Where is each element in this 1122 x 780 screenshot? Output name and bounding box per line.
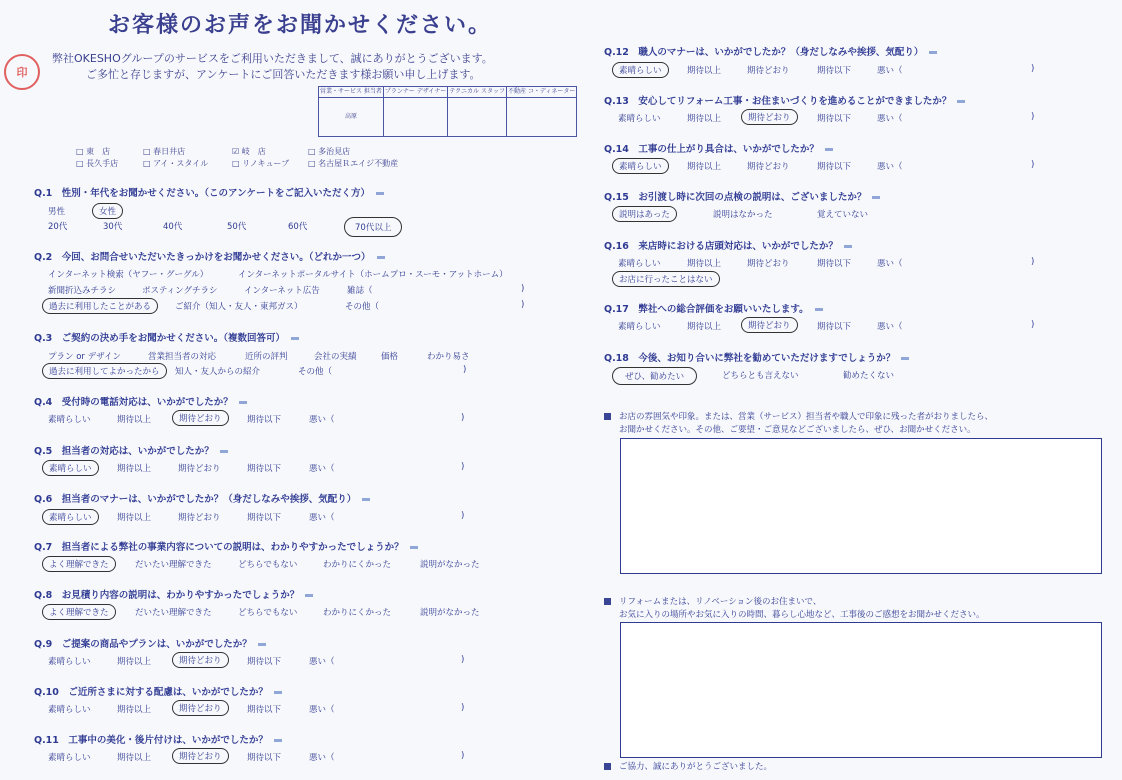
question-7: Q.7 担当者による弊社の事業内容についての説明は、わかりやすかったでしょうか？	[34, 539, 418, 553]
option-age-40s[interactable]: 40代	[163, 222, 183, 232]
store-label: 岐 店	[241, 147, 266, 156]
option-age-50s[interactable]: 50代	[227, 222, 247, 232]
q18-not-recommend[interactable]: 勧めたくない	[843, 371, 895, 381]
q6-close-paren: )	[461, 511, 465, 521]
question-13: Q.13 安心してリフォーム工事・お住まいづくりを進めることができましたか？	[604, 93, 965, 107]
q9-excellent[interactable]: 素晴らしい	[48, 657, 91, 667]
staff-header-sales: 営業・サービス 担当者	[319, 87, 384, 98]
closing-message	[604, 761, 772, 774]
q11-bad[interactable]: 悪い（	[309, 753, 335, 763]
q12-close-paren: )	[1031, 64, 1035, 74]
q15-not-explained[interactable]: 説明はなかった	[713, 210, 773, 220]
q13-below[interactable]: 期待以下	[817, 114, 852, 124]
q10-close-paren: )	[461, 703, 465, 713]
page-title: お客様のお声をお聞かせください。	[108, 13, 493, 38]
question-12: Q.12 職人のマナーは、いかがでしたか？（身だしなみや挨拶、気配り）	[604, 44, 937, 58]
q4-as-expected[interactable]: 期待どおり	[172, 410, 229, 426]
question-11: Q.11 工事中の美化・後片付けは、いかがでしたか？	[34, 732, 282, 746]
q4-excellent[interactable]: 素晴らしい	[48, 415, 91, 425]
q9-as-expected[interactable]: 期待どおり	[172, 652, 229, 668]
q16-bad[interactable]: 悪い（	[877, 259, 903, 269]
question-4: Q.4 受付時の電話対応は、いかがでしたか？	[34, 394, 247, 408]
option-good-before[interactable]: 過去に利用してよかったから	[42, 363, 167, 379]
staff-header-realestate: 不動産 コ・ディネーター	[506, 87, 576, 98]
q13-as-expected[interactable]: 期待どおり	[741, 109, 798, 125]
seal-text: 印	[16, 66, 28, 79]
question-8: Q.8 お見積り内容の説明は、わかりやすかったでしょうか？	[34, 587, 313, 601]
question-2: Q.2 今回、お問合せいただいたきっかけをお聞かせください。（どれか一つ）	[34, 249, 385, 263]
q7-understood[interactable]: よく理解できた	[42, 556, 116, 572]
q5-below[interactable]: 期待以下	[247, 464, 282, 474]
q9-below[interactable]: 期待以下	[247, 657, 282, 667]
q12-above[interactable]: 期待以上	[687, 66, 722, 76]
q9-bad[interactable]: 悪い（	[309, 657, 335, 667]
q8-neutral[interactable]: どちらでもない	[238, 608, 298, 618]
staff-value-technical[interactable]	[448, 98, 507, 137]
option-plan-design[interactable]: プラン or デザイン	[48, 352, 122, 362]
q14-close-paren: )	[1031, 160, 1035, 170]
comment-2-textarea[interactable]	[620, 622, 1102, 758]
q16-below[interactable]: 期待以下	[817, 259, 852, 269]
q5-as-expected[interactable]: 期待どおり	[178, 464, 221, 474]
option-age-70plus[interactable]: 70代以上	[344, 217, 402, 237]
q18-neutral[interactable]: どちらとも言えない	[722, 371, 799, 381]
option-age-60s[interactable]: 60代	[288, 222, 308, 232]
q12-excellent[interactable]: 素晴らしい	[612, 62, 669, 78]
store-label: 長久手店	[86, 159, 119, 168]
q8-understood[interactable]: よく理解できた	[42, 604, 116, 620]
q13-bad[interactable]: 悪い（	[877, 114, 903, 124]
staff-table	[318, 86, 577, 137]
q12-as-expected[interactable]: 期待どおり	[747, 66, 790, 76]
q6-as-expected[interactable]: 期待どおり	[178, 513, 221, 523]
option-gender-male[interactable]: 男性	[48, 207, 66, 217]
option-age-30s[interactable]: 30代	[103, 222, 123, 232]
staff-header-planner: プランナー デザイナー	[383, 87, 448, 98]
q10-bad[interactable]: 悪い（	[309, 705, 335, 715]
q9-above[interactable]: 期待以上	[117, 657, 152, 667]
option-gender-female[interactable]: 女性	[92, 203, 123, 219]
store-label: リノキューブ	[242, 159, 290, 168]
q4-bad[interactable]: 悪い（	[309, 415, 335, 425]
q17-as-expected[interactable]: 期待どおり	[741, 317, 798, 333]
option-other[interactable]: その他（	[345, 302, 380, 312]
staff-value-sales[interactable]: 高原	[319, 98, 384, 137]
q13-excellent[interactable]: 素晴らしい	[618, 114, 661, 124]
q4-above[interactable]: 期待以上	[117, 415, 152, 425]
comment-2-prompt	[604, 596, 985, 622]
closing-text: ご協力、誠にありがとうございました。	[619, 762, 773, 772]
q14-above[interactable]: 期待以上	[687, 162, 722, 172]
store-checkbox-higashi[interactable]: □ 東 店	[76, 147, 111, 156]
q10-excellent[interactable]: 素晴らしい	[48, 705, 91, 715]
store-label: 多治見店	[318, 147, 351, 156]
comment-1-line-1: お店の雰囲気や印象。または、営業（サービス）担当者や職人で印象に残った者がおりましたら、	[619, 412, 994, 422]
staff-value-planner[interactable]	[383, 98, 448, 137]
question-9: Q.9 ご提案の商品やプランは、いかがでしたか？	[34, 636, 266, 650]
comment-1-line-2: お聞かせください。その他、ご要望・ご意見などございましたら、ぜひ、お聞かせください。	[619, 425, 976, 435]
store-label: アイ・スタイル	[153, 159, 209, 168]
store-label: 東 店	[86, 147, 111, 156]
q14-excellent[interactable]: 素晴らしい	[612, 158, 669, 174]
option-referral[interactable]: ご紹介（知人・友人・東邦ガス）	[175, 302, 303, 312]
q4-close-paren: )	[461, 413, 465, 423]
option-clarity[interactable]: わかり易さ	[427, 352, 470, 362]
q7-mostly[interactable]: だいたい理解できた	[135, 560, 212, 570]
store-checkbox-nagoya-r[interactable]: □ 名古屋Ｒエイジ不動産	[308, 159, 399, 168]
question-17: Q.17 弊社への総合評価をお願いいたします。	[604, 301, 823, 315]
q16-close-paren: )	[1031, 257, 1035, 267]
q11-as-expected[interactable]: 期待どおり	[172, 748, 229, 764]
q16-never-visited[interactable]: お店に行ったことはない	[612, 271, 720, 287]
q13-close-paren: )	[1031, 112, 1035, 122]
store-checkbox-istyle[interactable]: □ アイ・スタイル	[143, 159, 209, 168]
comment-2-line-2: お気に入りの場所やお気に入りの時間、暮らし心地など、工事後のご感想をお聞かせください。	[619, 610, 985, 620]
option-friend-referral[interactable]: 知人・友人からの紹介	[175, 367, 261, 377]
q6-bad[interactable]: 悪い（	[309, 513, 335, 523]
q16-above[interactable]: 期待以上	[687, 259, 722, 269]
q4-below[interactable]: 期待以下	[247, 415, 282, 425]
option-posting-flyer[interactable]: ポスティングチラシ	[142, 286, 218, 296]
store-label: 春日井店	[153, 147, 186, 156]
intro-line-2: ご多忙と存じますが、アンケートにご回答いただきます様お願い申し上げます。	[86, 68, 481, 81]
q11-above[interactable]: 期待以上	[117, 753, 152, 763]
q14-bad[interactable]: 悪い（	[877, 162, 903, 172]
q15-dont-remember[interactable]: 覚えていない	[817, 210, 869, 220]
q12-below[interactable]: 期待以下	[817, 66, 852, 76]
q10-below[interactable]: 期待以下	[247, 705, 282, 715]
q5-above[interactable]: 期待以上	[117, 464, 152, 474]
q12-bad[interactable]: 悪い（	[877, 66, 903, 76]
q11-excellent[interactable]: 素晴らしい	[48, 753, 91, 763]
option-age-20s[interactable]: 20代	[48, 222, 68, 232]
question-6: Q.6 担当者のマナーは、いかがでしたか？（身だしなみや挨拶、気配り）	[34, 491, 370, 505]
question-15: Q.15 お引渡し時に次回の点検の説明は、ございましたか？	[604, 189, 880, 203]
question-5: Q.5 担当者の対応は、いかがでしたか？	[34, 443, 228, 457]
store-checkbox-tajimi[interactable]: □ 多治見店	[308, 147, 351, 156]
q9-close-paren: )	[461, 655, 465, 665]
store-checkbox-gifu[interactable]: ☑ 岐 店	[232, 147, 266, 156]
store-checkbox-nagakute[interactable]: □ 長久手店	[76, 159, 119, 168]
q8-mostly[interactable]: だいたい理解できた	[135, 608, 212, 618]
bullet-square-icon	[604, 763, 611, 770]
other-close-paren: )	[521, 300, 525, 310]
option-internet-ad[interactable]: インターネット広告	[244, 286, 320, 296]
q8-unclear[interactable]: わかりにくかった	[323, 608, 392, 618]
magazine-close-paren: )	[521, 284, 525, 294]
option-magazine[interactable]: 雑誌（	[347, 286, 373, 296]
q10-above[interactable]: 期待以上	[117, 705, 152, 715]
q6-below[interactable]: 期待以下	[247, 513, 282, 523]
bullet-square-icon	[604, 598, 611, 605]
q8-none[interactable]: 説明がなかった	[420, 608, 480, 618]
q16-excellent[interactable]: 素晴らしい	[618, 259, 661, 269]
q11-close-paren: )	[461, 751, 465, 761]
q17-excellent[interactable]: 素晴らしい	[618, 322, 661, 332]
q14-below[interactable]: 期待以下	[817, 162, 852, 172]
staff-value-realestate[interactable]	[506, 98, 576, 137]
comment-2-line-1: リフォームまたは、リノベーション後のお住まいで、	[619, 597, 822, 607]
comment-1-textarea[interactable]	[620, 438, 1102, 574]
question-10: Q.10 ご近所さまに対する配慮は、いかがでしたか？	[34, 684, 282, 698]
option-internet-search[interactable]: インターネット検索（ヤフー・グーグル）	[48, 270, 209, 280]
option-used-before[interactable]: 過去に利用したことがある	[42, 298, 158, 314]
q6-excellent[interactable]: 素晴らしい	[42, 509, 99, 525]
other-q3-close-paren: )	[463, 365, 467, 375]
q6-above[interactable]: 期待以上	[117, 513, 152, 523]
option-reputation[interactable]: 近所の評判	[245, 352, 288, 362]
q17-close-paren: )	[1031, 320, 1035, 330]
store-checkbox-renocube[interactable]: □ リノキューブ	[232, 159, 290, 168]
option-sales-response[interactable]: 営業担当者の対応	[148, 352, 217, 362]
option-track-record[interactable]: 会社の実績	[314, 352, 357, 362]
q7-neutral[interactable]: どちらでもない	[238, 560, 298, 570]
option-portal-site[interactable]: インターネットポータルサイト（ホームプロ・スーモ・アットホーム）	[238, 270, 508, 280]
q17-below[interactable]: 期待以下	[817, 322, 852, 332]
option-price[interactable]: 価格	[381, 352, 399, 362]
q7-unclear[interactable]: わかりにくかった	[323, 560, 392, 570]
q17-bad[interactable]: 悪い（	[877, 322, 903, 332]
q11-below[interactable]: 期待以下	[247, 753, 282, 763]
q15-explained[interactable]: 説明はあった	[612, 206, 677, 222]
q17-above[interactable]: 期待以上	[687, 322, 722, 332]
question-14: Q.14 工事の仕上がり具合は、いかがでしたか？	[604, 141, 833, 155]
comment-1-prompt	[604, 411, 993, 437]
question-18: Q.18 今後、お知り合いに弊社を勧めていただけますでしょうか？	[604, 350, 909, 364]
bullet-square-icon	[604, 413, 611, 420]
store-label: 名古屋Ｒエイジ不動産	[318, 159, 399, 168]
question-16: Q.16 来店時における店頭対応は、いかがでしたか？	[604, 238, 852, 252]
q5-excellent[interactable]: 素晴らしい	[42, 460, 99, 476]
q7-none[interactable]: 説明がなかった	[420, 560, 480, 570]
question-1: Q.1 性別・年代をお聞かせください。（このアンケートをご記入いただく方）	[34, 185, 384, 199]
question-3: Q.3 ご契約の決め手をお聞かせください。（複数回答可）	[34, 330, 299, 344]
q13-above[interactable]: 期待以上	[687, 114, 722, 124]
staff-header-technical: テクニカル スタッフ	[448, 87, 507, 98]
q18-recommend[interactable]: ぜひ、勧めたい	[612, 367, 697, 385]
q14-as-expected[interactable]: 期待どおり	[747, 162, 790, 172]
store-checkbox-kasugai[interactable]: □ 春日井店	[143, 147, 186, 156]
q5-bad[interactable]: 悪い（	[309, 464, 335, 474]
q16-as-expected[interactable]: 期待どおり	[747, 259, 790, 269]
option-other-q3[interactable]: その他（	[298, 367, 333, 377]
seal-stamp	[4, 54, 40, 90]
option-newspaper-flyer[interactable]: 新聞折込みチラシ	[48, 286, 117, 296]
q5-close-paren: )	[461, 462, 465, 472]
intro-line-1: 弊社OKESHOグループのサービスをご利用いただきまして、誠にありがとうございます。	[52, 52, 493, 65]
q10-as-expected[interactable]: 期待どおり	[172, 700, 229, 716]
